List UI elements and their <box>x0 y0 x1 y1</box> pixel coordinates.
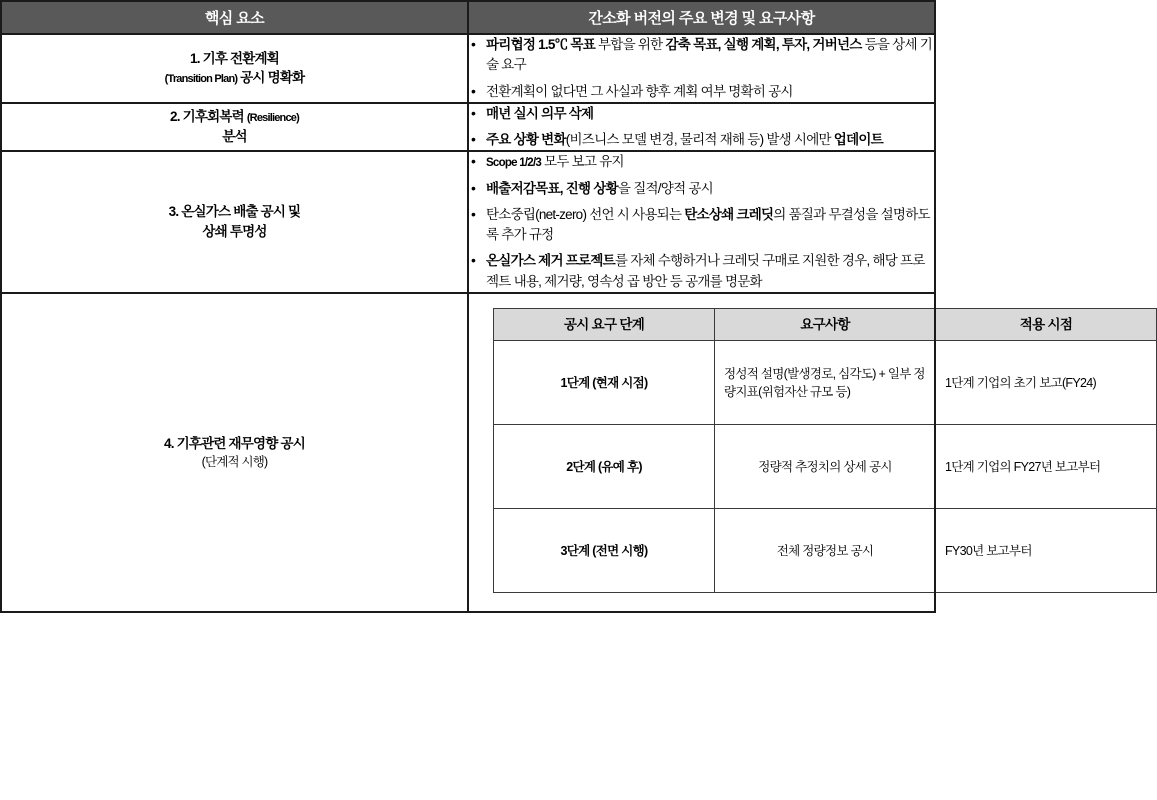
row3-item2-strong: 배출저감목표, 진행 상황 <box>486 180 618 196</box>
row2-item2-strong2: 업데이트 <box>833 132 883 147</box>
row3-key-main2 <box>2 222 467 242</box>
row2-key-rest: 분석 <box>222 129 247 145</box>
stage-3-label: 3단계 (전면 시행) <box>494 509 715 593</box>
stage-3-timing: FY30년 보고부터 <box>936 509 1157 593</box>
row2-key-sub-small: (Resilience) <box>246 112 299 125</box>
row3-bullet-list <box>469 152 934 292</box>
row-body-ghg <box>468 151 935 293</box>
row3-item1-strong: Scope 1/2/3 <box>486 157 542 170</box>
row1-item1-strong2: 감축 목표, 실행 계획, 투자, 거버넌스 <box>665 37 862 52</box>
header-requirements: 간소화 버전의 주요 변경 및 요구사항 <box>468 1 935 34</box>
stage-row <box>494 425 1157 509</box>
list-item: • Scope 1/2/3 모두 보고 유지 <box>469 152 934 172</box>
row-key-transition-plan <box>1 34 468 103</box>
stage-header-timing: 적용 시점 <box>936 308 1157 341</box>
stage-table <box>493 308 1157 594</box>
row1-key-main: 1. 기후 전환계획 <box>189 50 279 66</box>
row-body-transition-plan <box>468 34 935 103</box>
list-item: • 파리협정 1.5℃ 목표 부합을 위한 감축 목표, 실행 계획, 투자, 거버넌스 등을 상세 기술 요구 <box>469 35 934 76</box>
stage-1-requirement: 정성적 설명(발생경로, 심각도) + 일부 정량지표(위험자산 규모 등) <box>715 341 936 425</box>
stage-2-requirement: 정량적 추정치의 상세 공시 <box>715 425 936 509</box>
row-key-ghg <box>1 151 468 293</box>
table-row <box>1 34 935 103</box>
table-header-row <box>1 1 935 34</box>
list-item: • 온실가스 제거 프로젝트를 자체 수행하거나 크레딧 구매로 지원한 경우, 해당 프로젝트 내용, 제거량, 영속성 곱 방안 등 공개를 명문화 <box>469 251 934 292</box>
row2-item2-strong: 주요 상황 변화 <box>486 132 566 147</box>
row3-key-main2-text: 상쇄 투명성 <box>202 224 267 239</box>
row4-key-sub: (단계적 시행) <box>201 455 268 470</box>
header-key-element: 핵심 요소 <box>1 1 468 34</box>
row1-key-sub <box>2 68 467 88</box>
row1-key-sub-small: (Transition Plan) <box>164 73 238 86</box>
row2-key-main <box>2 107 467 127</box>
stage-table-wrapper <box>469 294 1101 612</box>
stage-2-label: 2단계 (유예 후) <box>494 425 715 509</box>
table-row <box>1 103 935 152</box>
table-row <box>1 151 935 293</box>
row4-key-main: 4. 기후관련 재무영향 공시 <box>164 435 305 451</box>
stage-1-label: 1단계 (현재 시점) <box>494 341 715 425</box>
row2-key-main-text: 2. 기후회복력 <box>170 109 244 125</box>
row3-item3-strong: 탄소상쇄 크레딧 <box>684 206 774 222</box>
row2-item1-strong: 매년 실시 의무 삭제 <box>486 105 594 121</box>
row3-key-main: 3. 온실가스 배출 공시 및 <box>168 204 301 220</box>
row-key-financial-impact <box>1 293 468 613</box>
stage-header-row <box>494 308 1157 341</box>
stage-2-timing: 1단계 기업의 FY27년 보고부터 <box>936 425 1157 509</box>
row-body-resilience <box>468 103 935 152</box>
stage-row <box>494 341 1157 425</box>
stage-header-step: 공시 요구 단계 <box>494 308 715 341</box>
row3-item3-netzero: (net-zero) <box>535 206 587 222</box>
row-key-resilience <box>1 103 468 152</box>
stage-1-timing: 1단계 기업의 초기 보고(FY24) <box>936 341 1157 425</box>
stage-row <box>494 509 1157 593</box>
list-item: • 탄소중립(net-zero) 선언 시 사용되는 탄소상쇄 크레딧의 품질과 무결성을 설명하도록 추가 규정 <box>469 205 934 246</box>
row-body-financial-impact <box>468 293 1101 613</box>
row2-bullet-list <box>469 104 934 151</box>
row1-key-sub-rest: 공시 명확화 <box>237 70 305 86</box>
list-item: • 주요 상황 변화(비즈니스 모델 변경, 물리적 재해 등) 발생 시에만 업데이트 <box>469 130 934 150</box>
list-item: • 배출저감목표, 진행 상황을 질적/양적 공시 <box>469 179 934 199</box>
row1-bullet-list <box>469 35 934 102</box>
table-row <box>1 293 935 613</box>
row1-item1-strong: 파리협정 1.5℃ 목표 <box>486 37 596 52</box>
list-item <box>469 104 934 124</box>
stage-3-requirement: 전체 정량정보 공시 <box>715 509 936 593</box>
row3-item4-strong: 온실가스 제거 프로젝트 <box>486 253 615 269</box>
stage-header-requirement: 요구사항 <box>715 308 936 341</box>
list-item: • 전환계획이 없다면 그 사실과 향후 계획 여부 명확히 공시 <box>469 82 934 102</box>
